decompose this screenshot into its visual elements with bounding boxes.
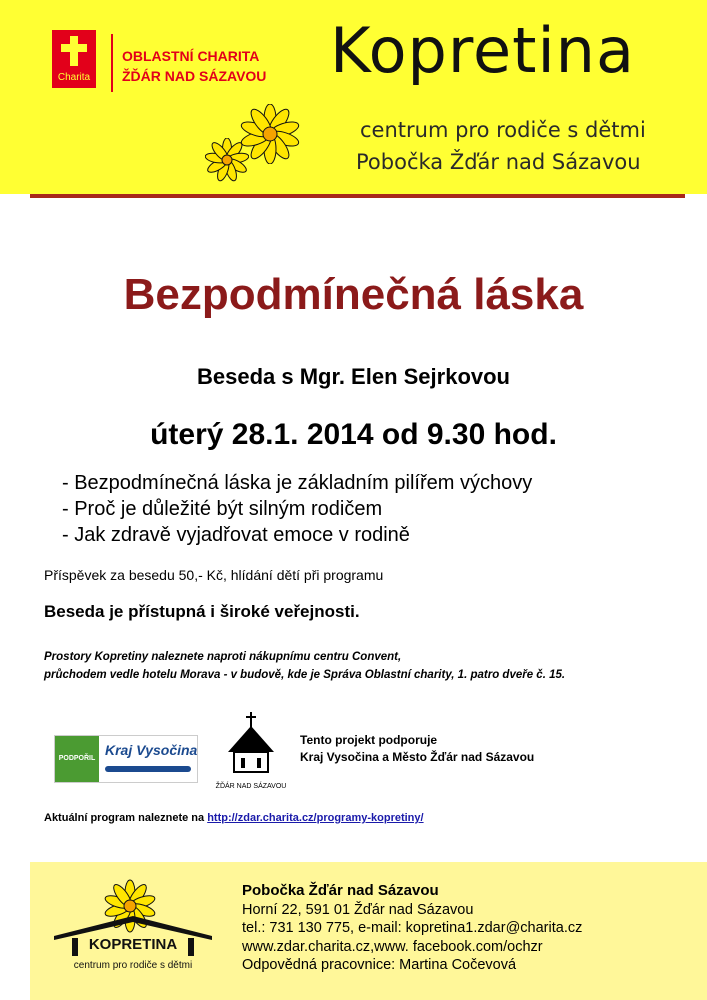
- org-name-line2: ŽĎÁR NAD SÁZAVOU: [122, 68, 267, 84]
- town-church-logo: [208, 706, 294, 792]
- topic-item: - Proč je důležité být silným rodičem: [62, 498, 383, 520]
- program-link[interactable]: http://zdar.charita.cz/programy-kopretiny/: [207, 812, 424, 824]
- topic-list: [62, 470, 532, 548]
- sponsor-badge-name: Kraj Vysočina: [105, 742, 198, 758]
- topic-item: - Jak zdravě vyjadřovat emoce v rodině: [62, 524, 410, 546]
- brand-subtitle-2: Pobočka Žďár nad Sázavou: [356, 150, 641, 174]
- event-subtitle: Beseda s Mgr. Elen Sejrkovou: [196, 364, 510, 389]
- kraj-vysocina-badge: [54, 735, 198, 783]
- header-divider: [30, 194, 685, 198]
- support-line-2: Kraj Vysočina a Město Žďár nad Sázavou: [300, 750, 535, 764]
- cross-icon-bar: [61, 44, 87, 52]
- event-title: Bezpodmínečná láska: [123, 270, 584, 319]
- program-prefix: Aktuální program naleznete na: [44, 812, 208, 824]
- program-note: [44, 812, 424, 824]
- daisy-icon: [240, 104, 300, 164]
- town-logo-text: ŽĎÁR NAD SÁZAVOU: [215, 783, 287, 790]
- support-line-1: Tento projekt podporuje: [300, 733, 438, 747]
- footer-contact: [242, 882, 582, 975]
- support-text: [300, 732, 534, 766]
- footer-responsible: Odpovědná pracovnice: Martina Cočevová: [242, 957, 517, 973]
- charita-logo: [52, 30, 96, 88]
- brand-subtitle-1: centrum pro rodiče s dětmi: [360, 118, 646, 142]
- event-date: úterý 28.1. 2014 od 9.30 hod.: [150, 418, 557, 451]
- daisy-icon-small: [205, 138, 249, 182]
- fee-note: Příspěvek za besedu 50,- Kč, hlídání dětí při programu: [44, 567, 384, 583]
- footer-logo-sub: centrum pro rodiče s dětmi: [73, 960, 193, 971]
- kopretina-footer-logo: [48, 876, 218, 976]
- charita-logo-text: Charita: [57, 72, 91, 83]
- wave-icon: [105, 766, 191, 772]
- logo-divider: [111, 34, 113, 92]
- footer-branch: Pobočka Žďár nad Sázavou: [242, 882, 439, 899]
- public-note: Beseda je přístupná i široké veřejnosti.: [44, 602, 360, 621]
- footer-address: Horní 22, 591 01 Žďár nad Sázavou: [242, 901, 474, 918]
- location-line-2: průchodem vedle hotelu Morava - v budově, kde je Správa Oblastní charity, 1. patro dveře č. 15.: [44, 669, 566, 681]
- org-name-line1: OBLASTNÍ CHARITA: [122, 48, 260, 64]
- location-line-1: Prostory Kopretiny naleznete naproti nákupnímu centru Convent,: [44, 651, 402, 663]
- footer-web: www.zdar.charita.cz,www. facebook.com/ochzr: [242, 938, 543, 955]
- brand-title: Kopretina: [330, 14, 635, 87]
- footer-phone-email: tel.: 731 130 775, e-mail: kopretina1.zdar@charita.cz: [242, 920, 583, 936]
- footer-logo-name: KOPRETINA: [88, 936, 178, 953]
- location-note: [44, 648, 565, 684]
- topic-item: - Bezpodmínečná láska je základním pilířem výchovy: [62, 472, 533, 494]
- sponsor-badge-label: PODPOŘIL: [55, 736, 99, 782]
